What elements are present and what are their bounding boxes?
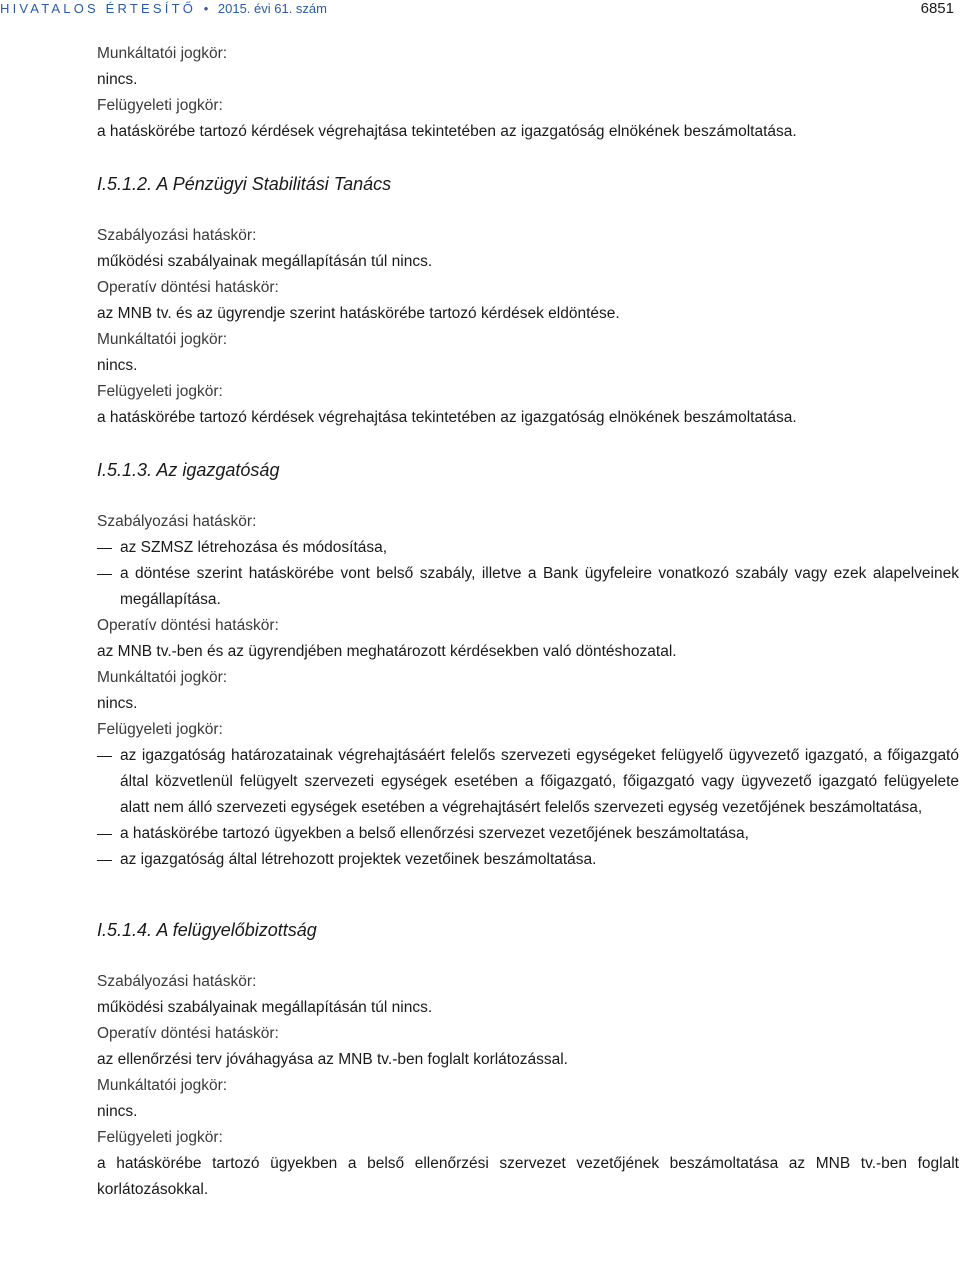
page-header: [0, 0, 960, 20]
list-item: a döntése szerint hatáskörébe vont belső szabály, illetve a Bank ügyfeleire vonatkozó szabály vagy ezek alapelveinek megállapítása.: [97, 561, 959, 613]
regulatory-list: [97, 535, 959, 613]
regulatory-value: működési szabályainak megállapításán túl nincs.: [97, 999, 433, 1016]
list-item: az SZMSZ létrehozása és módosítása,: [97, 535, 959, 561]
regulatory-label: Szabályozási hatáskör:: [97, 227, 257, 244]
employer-value: nincs.: [97, 1103, 138, 1120]
regulatory-label: Szabályozási hatáskör:: [97, 973, 257, 990]
supervisory-list: [97, 743, 959, 873]
supervisory-label: Felügyeleti jogkör:: [97, 1129, 223, 1146]
employer-label: Munkáltatói jogkör:: [97, 45, 228, 62]
running-title: [0, 0, 327, 18]
list-item: a hatáskörébe tartozó ügyekben a belső ellenőrzési szervezet vezetőjének beszámoltatása,: [97, 821, 959, 847]
employer-label: Munkáltatói jogkör:: [97, 331, 228, 348]
section-heading: I.5.1.2. A Pénzügyi Stabilitási Tanács: [97, 174, 392, 194]
intro-block: [97, 41, 959, 145]
magazine-title: HIVATALOS ÉRTESÍTŐ: [0, 1, 197, 16]
operative-value: az ellenőrzési terv jóváhagyása az MNB tv.-ben foglalt korlátozással.: [97, 1051, 568, 1068]
supervisory-label: Felügyeleti jogkör:: [97, 97, 223, 114]
supervisory-value: a hatáskörébe tartozó kérdések végrehajtása tekintetében az igazgatóság elnökének beszámoltatása.: [97, 409, 797, 426]
regulatory-value: működési szabályainak megállapításán túl nincs.: [97, 253, 433, 270]
section-felugyelobizottsag: [97, 917, 959, 1203]
section-igazgatosag: [97, 457, 959, 873]
section-heading: I.5.1.3. Az igazgatóság: [97, 460, 280, 480]
employer-value: nincs.: [97, 695, 138, 712]
section-penzugyi-stabilitasi-tanacs: [97, 171, 959, 431]
issue-label: 2015. évi 61. szám: [217, 1, 327, 16]
supervisory-value: a hatáskörébe tartozó kérdések végrehajtása tekintetében az igazgatóság elnökének beszámoltatása.: [97, 123, 797, 140]
section-heading: I.5.1.4. A felügyelőbizottság: [97, 920, 317, 940]
supervisory-label: Felügyeleti jogkör:: [97, 383, 223, 400]
regulatory-label: Szabályozási hatáskör:: [97, 513, 257, 530]
operative-value: az MNB tv. és az ügyrendje szerint hatáskörébe tartozó kérdések eldöntése.: [97, 305, 620, 322]
employer-value: nincs.: [97, 357, 138, 374]
employer-label: Munkáltatói jogkör:: [97, 669, 228, 686]
operative-value: az MNB tv.-ben és az ügyrendjében meghatározott kérdésekben való döntéshozatal.: [97, 643, 677, 660]
employer-value: nincs.: [97, 71, 138, 88]
supervisory-value: a hatáskörébe tartozó ügyekben a belső ellenőrzési szervezet vezetőjének beszámoltatása az MNB tv.-ben foglalt korlátozásokkal.: [97, 1155, 959, 1198]
document-body: [97, 41, 959, 1203]
operative-label: Operatív döntési hatáskör:: [97, 617, 279, 634]
page-number: 6851: [920, 0, 954, 17]
list-item: az igazgatóság határozatainak végrehajtásáért felelős szervezeti egységeket felügyelő ügyvezető igazgató, a főigazgató által közvetlenül felügyelt szervezeti egységek esetében a főigazgató, főigazgató vagy ügyvezető igazgató felügyelete alatt nem álló szervezeti egységek esetében a végrehajtásért felelős szervezeti egység vezetőjének beszámoltatása,: [97, 743, 959, 821]
supervisory-label: Felügyeleti jogkör:: [97, 721, 223, 738]
header-separator: •: [203, 1, 209, 16]
employer-label: Munkáltatói jogkör:: [97, 1077, 228, 1094]
list-item: az igazgatóság által létrehozott projektek vezetőinek beszámoltatása.: [97, 847, 959, 873]
operative-label: Operatív döntési hatáskör:: [97, 279, 279, 296]
operative-label: Operatív döntési hatáskör:: [97, 1025, 279, 1042]
